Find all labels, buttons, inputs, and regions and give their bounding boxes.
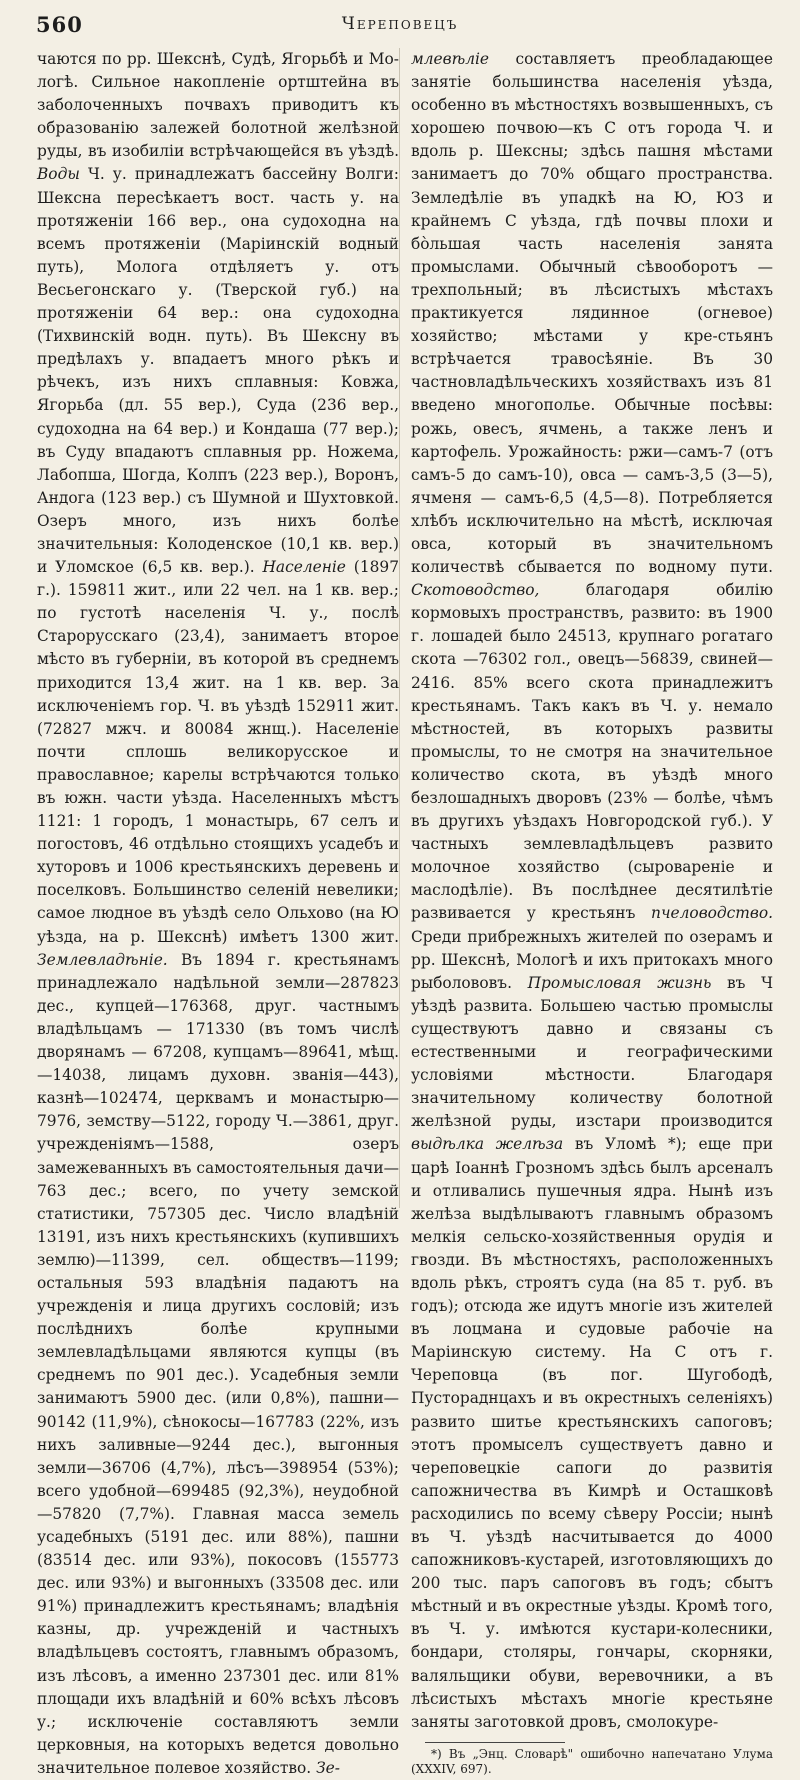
- crafts-heading: Промысловая жизнь: [527, 973, 712, 992]
- beekeeping-heading: пчеловодство.: [651, 904, 773, 923]
- right-column: [411, 48, 773, 1777]
- footnote-rule: [425, 1742, 565, 1743]
- left-text-1: чаются по рр. Шекснѣ, Судѣ, Ягорьбѣ и Мо-логѣ. Сильное накопленіе ортштейна въ заболоченныхъ почвахъ приводитъ къ образованію залежей болотной желѣзной руды, въ изобиліи встрѣчающейся въ уѣздѣ.: [37, 50, 399, 161]
- column-divider: [399, 48, 400, 1208]
- left-paragraph: [37, 48, 399, 1780]
- running-title: Череповецъ: [341, 14, 459, 34]
- agriculture-heading-start: Зе-: [316, 1758, 340, 1777]
- footnote: *) Въ „Энц. Словарѣ" ошибочно напечатано Улума (XXXIV, 697).: [411, 1746, 773, 1776]
- population-heading: Населеніе: [262, 558, 346, 577]
- right-text-2: благодаря обилію кормовыхъ пространствъ, развито: въ 1900 г. лошадей было 24513, крупнаго рогатаго скота —76302 гол., овецъ—56839, свиней—2416. 85% всего скота принадлежитъ крестьянамъ. Такъ какъ въ Ч. у. немало мѣстностей, въ которыхъ развиты промыслы, то не смотря на значительное количество скота, въ уѣздѣ много безлошадныхъ дворовъ (23% — болѣе, чѣмъ въ другихъ уѣздахъ Новгородской губ.). У частныхъ землевладѣльцевъ развито молочное хозяйство (сыровареніе и маслодѣліе). Въ послѣднее десятилѣтіе развивается у крестьянъ: [411, 581, 773, 923]
- land-ownership-heading: Землевладѣніе.: [37, 950, 168, 969]
- right-paragraph: [411, 48, 773, 1734]
- left-text-2: Ч. у. принадлежатъ бассейну Волги: Шексна пересѣкаетъ вост. часть у. на протяженіи 166 вер., она судоходна на всемъ протяженіи (Маріинскій водный путь), Молога отдѣляетъ у. отъ Весьегонскаго у. (Тверской губ.) на протяженіи 64 вер.: она судоходна (Тихвинскій водн. путь). Въ Шексну въ предѣлахъ у. впадаетъ много рѣкъ и рѣчекъ, изъ нихъ сплавныя: Ковжа, Ягорьба (дл. 55 вер.), Суда (236 вер., судоходна на 64 вер.) и Кондаша (77 вер.); въ Суду впадаютъ сплавныя рр. Ножема, Лабопша, Шогда, Колпъ (223 вер.), Воронъ, Андога (123 вер.) съ Шумной и Шухтовкой. Озеръ много, изъ нихъ болѣе значительныя: Колоденское (10,1 кв. вер.) и Уломское (6,5 кв. вер.).: [37, 165, 399, 577]
- iron-heading: выдѣлка желѣза: [411, 1135, 564, 1154]
- waters-heading: Воды: [37, 165, 80, 184]
- right-text-1: составляетъ преобладающее занятіе большинства населенія уѣзда, особенно въ мѣстностяхъ возвышенныхъ, съ хорошею почвою—къ С отъ города Ч. и вдоль р. Шексны; здѣсь пашня мѣстами занимаетъ до 70% общаго пространства. Земледѣліе въ упадкѣ на Ю, ЮЗ и крайнемъ С уѣзда, гдѣ почвы плохи и бо̀льшая часть населенія занята промыслами. Обычный сѣвооборотъ — трехпольный; въ лѣсистыхъ мѣстахъ практикуется лядинное (огневое) хозяйство; мѣстами у кре-стьянъ встрѣчается травосѣяніе. Въ 30 частновладѣльческихъ хозяйствахъ изъ 81 введено многополье. Обычные посѣвы: рожь, овесъ, ячмень, а также ленъ и картофель. Урожайность: ржи—самъ-7 (отъ самъ-5 до самъ-10), овса — самъ-3,5 (3—5), ячменя — самъ-6,5 (4,5—8). Потребляется хлѣбъ исключительно на мѣстѣ, исключая овса, который въ значительномъ количествѣ сбывается по водному пути.: [411, 50, 773, 577]
- right-text-5: въ Уломѣ *); еще при царѣ Іоаннѣ Грозномъ здѣсь былъ арсеналъ и отливались пушечныя ядра. Нынѣ изъ желѣза выдѣлываютъ главнымъ образомъ мелкія сельско-хозяйственныя орудія и гвозди. Въ мѣстностяхъ, расположенныхъ вдоль рѣкъ, строятъ суда (на 85 т. руб. въ годъ); отсюда же идутъ многіе изъ жителей въ лоцмана и судовые рабочіе на Маріинскую систему. На С отъ г. Череповца (въ пог. Шугободѣ, Пустораднцахъ и въ окрестныхъ селеніяхъ) развито шитье крестьянскихъ сапоговъ; этотъ промыселъ существуетъ давно и череповецкіе сапоги до развитія сапожничества въ Кимрѣ и Осташковѣ расходились по всему сѣверу Россіи; нынѣ въ Ч. уѣздѣ насчитывается до 4000 сапожниковъ-кустарей, изготовляющихъ до 200 тыс. паръ сапоговъ въ годъ; сбытъ мѣстный и въ окрестные уѣзды. Кромѣ того, въ Ч. у. имѣются кустари-колесники, бондари, столяры, гончары, скорняки, валяльщики обуви, веревочники, а въ лѣсистыхъ мѣстахъ многіе крестьяне заняты заготовкой дровъ, смолокуре-: [411, 1135, 773, 1731]
- page-header: [0, 0, 800, 44]
- right-text-3: Среди прибрежныхъ жителей по озерамъ и рр. Шекснѣ, Мологѣ и ихъ притокахъ много рыболововъ.: [411, 927, 773, 992]
- cattle-heading: Скотоводство,: [411, 581, 540, 600]
- left-text-4: Въ 1894 г. крестьянамъ принадлежало надѣльной земли—287823 дес., купцей—176368, друг. частнымъ владѣльцамъ — 171330 (въ томъ числѣ дворянамъ — 67208, купцамъ—89641, мѣщ.—14038, лицамъ духовн. званія—443), казнѣ—102474, церквамъ и монастырю—7976, земству—5122, городу Ч.—3861, друг. учрежденіямъ—1588, озеръ замежеванныхъ въ самостоятельныя дачи—763 дес.; всего, по учету земской статистики, 757305 дес. Число владѣній 13191, изъ нихъ крестьянскихъ (купившихъ землю)—11399, сел. обществъ—1199; остальныя 593 владѣнія падаютъ на учрежденія и лица другихъ сословій; изъ послѣднихъ болѣе крупными землевладѣльцами являются купцы (въ среднемъ по 901 дес.). Усадебныя земли занимаютъ 5900 дес. (или 0,8%), пашни—90142 (11,9%), сѣнокосы—167783 (22%, изъ нихъ заливные—9244 дес.), выгонныя земли—36706 (4,7%), лѣсъ—398954 (53%); всего удобной—699485 (92,3%), неудобной—57820 (7,7%). Главная масса земель усадебныхъ (5191 дес. или 88%), пашни (83514 дес. или 93%), покосовъ (155773 дес. или 93%) и выгонныхъ (33508 дес. или 91%) принадлежитъ крестьянамъ; владѣнія казны, др. учрежденій и частныхъ владѣльцевъ состоятъ, главнымъ образомъ, изъ лѣсовъ, а именно 237301 дес. или 81% площади ихъ владѣній и 60% всѣхъ лѣсовъ у.; исключеніе составляютъ земли церковныя, на которыхъ ведется довольно значительное полевое хозяйство.: [37, 950, 399, 1777]
- left-text-3: (1897 г.). 159811 жит., или 22 чел. на 1 кв. вер.; по густотѣ населенія Ч. у., послѣ Старорусскаго (23,4), занимаетъ второе мѣсто въ губерніи, въ которой въ среднемъ приходится 13,4 жит. на 1 кв. вер. За исключеніемъ гор. Ч. въ уѣздѣ 152911 жит. (72827 мжч. и 80084 жнщ.). Населеніе почти сплошь великорусское и православное; карелы встрѣчаются только въ южн. части уѣзда. Населенныхъ мѣстъ 1121: 1 городъ, 1 монастырь, 67 селъ и погостовъ, 46 отдѣльно стоящихъ усадебъ и хуторовъ и 1006 крестьянскихъ деревень и поселковъ. Большинство селеній невелики; самое людное въ уѣздѣ село Ольхово (на Ю уѣзда, на р. Шекснѣ) имѣетъ 1300 жит.: [37, 558, 399, 946]
- left-column: [37, 48, 399, 1780]
- right-text-4: въ Ч уѣздѣ развита. Большею частью промыслы существуютъ давно и связаны съ естественными и географическими условіями мѣстности. Благодаря значительному количеству болотной желѣзной руды, изстари производится: [411, 973, 773, 1131]
- agriculture-heading-end: млевѣліе: [411, 50, 490, 68]
- page-number: 560: [36, 12, 83, 37]
